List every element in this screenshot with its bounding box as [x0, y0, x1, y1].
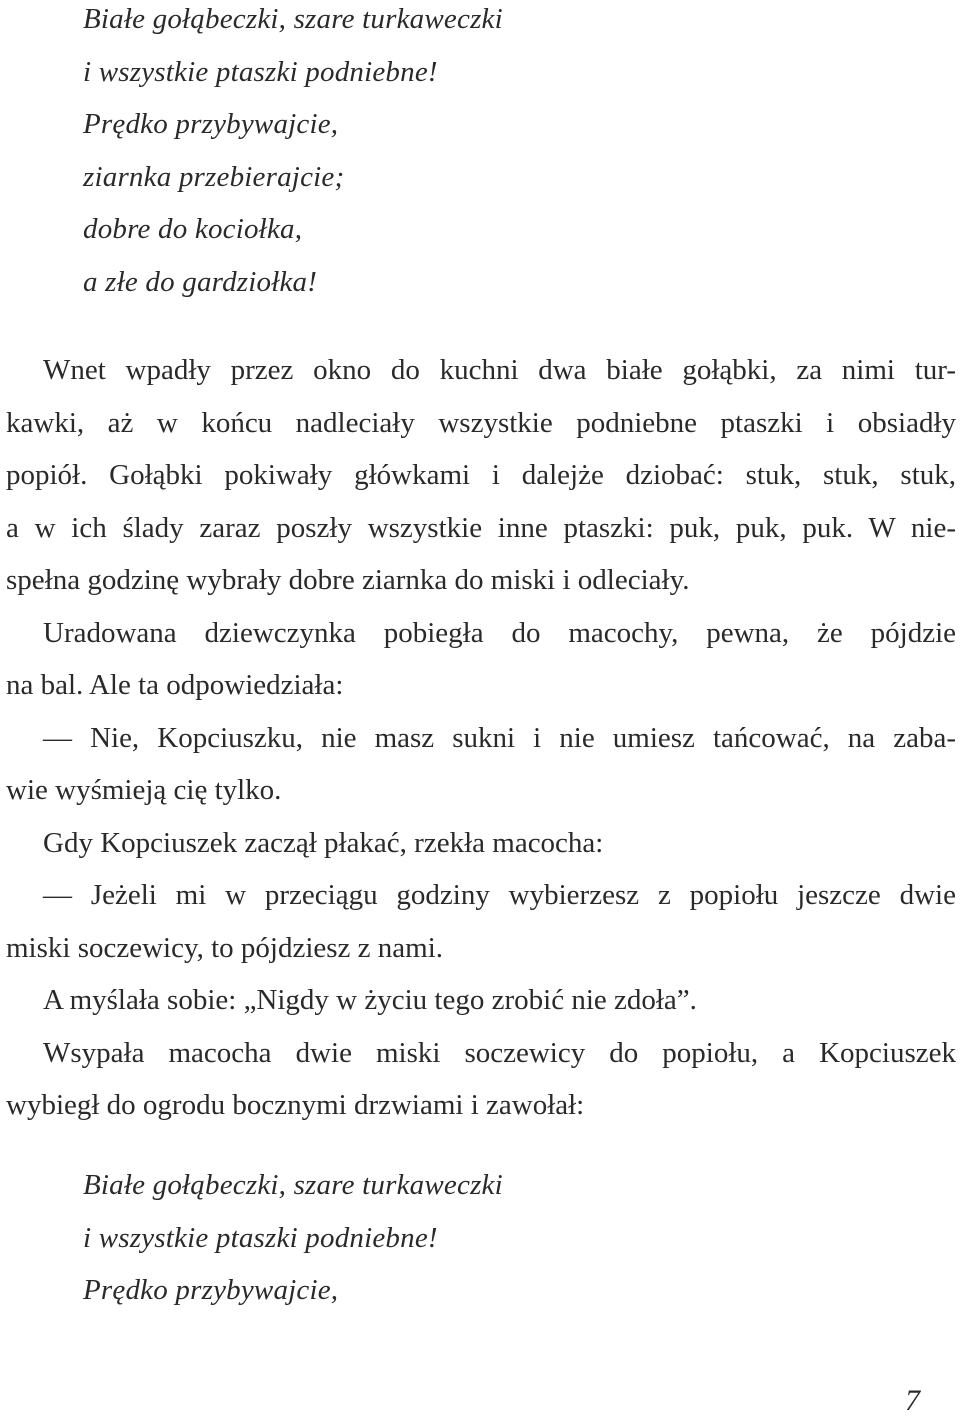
verse-line: dobre do kociołka,	[83, 213, 303, 245]
prose-line: wie wyśmieją cię tylko.	[6, 774, 282, 806]
verse-line: Prędko przybywajcie,	[83, 1274, 339, 1306]
verse-stanza-top	[83, 0, 503, 315]
prose-line: popiół. Gołąbki pokiwały główkami i dalejże dziobać: stuk, stuk, stuk,	[6, 459, 956, 491]
dialogue-line: — Jeżeli mi w przeciągu godziny wybierzesz z popiołu jeszcze dwie	[43, 879, 956, 911]
prose-line: Wnet wpadły przez okno do kuchni dwa białe gołąbki, za nimi tur-	[43, 354, 956, 386]
prose-line: Uradowana dziewczynka pobiegła do macochy, pewna, że pójdzie	[43, 616, 956, 649]
prose-line: Gdy Kopciuszek zaczął płakać, rzekła macocha:	[43, 826, 604, 859]
verse-line: ziarnka przebierajcie;	[83, 160, 345, 193]
verse-line: Prędko przybywajcie,	[83, 108, 339, 140]
verse-line: i wszystkie ptaszki podniebne!	[83, 55, 438, 88]
prose-line: spełna godzinę wybrały dobre ziarnka do miski i odleciały.	[6, 564, 690, 596]
verse-line: i wszystkie ptaszki podniebne!	[83, 1221, 438, 1254]
verse-stanza-bottom	[83, 1166, 503, 1324]
prose-line: miski soczewicy, to pójdziesz z nami.	[6, 931, 444, 964]
prose-line: na bal. Ale ta odpowiedziała:	[6, 669, 344, 701]
prose-line: A myślała sobie: „Nigdy w życiu tego zrobić nie zdoła”.	[43, 984, 697, 1016]
prose-line: kawki, aż w końcu nadleciały wszystkie podniebne ptaszki i obsiadły	[6, 406, 956, 439]
verse-line: a złe do gardziołka!	[83, 265, 318, 298]
prose-body	[6, 350, 956, 1138]
prose-line: a w ich ślady zaraz poszły wszystkie inne ptaszki: puk, puk, puk. W nie-	[6, 511, 956, 544]
dialogue-line: — Nie, Kopciuszku, nie masz sukni i nie umiesz tańcować, na zaba-	[43, 721, 956, 754]
prose-line: Wsypała macocha dwie miski soczewicy do popiołu, a Kopciuszek	[43, 1036, 956, 1069]
verse-line: Białe gołąbeczki, szare turkaweczki	[83, 3, 503, 35]
page-number: 7	[905, 1384, 920, 1417]
verse-line: Białe gołąbeczki, szare turkaweczki	[83, 1169, 503, 1201]
prose-line: wybiegł do ogrodu bocznymi drzwiami i zawołał:	[6, 1089, 585, 1121]
